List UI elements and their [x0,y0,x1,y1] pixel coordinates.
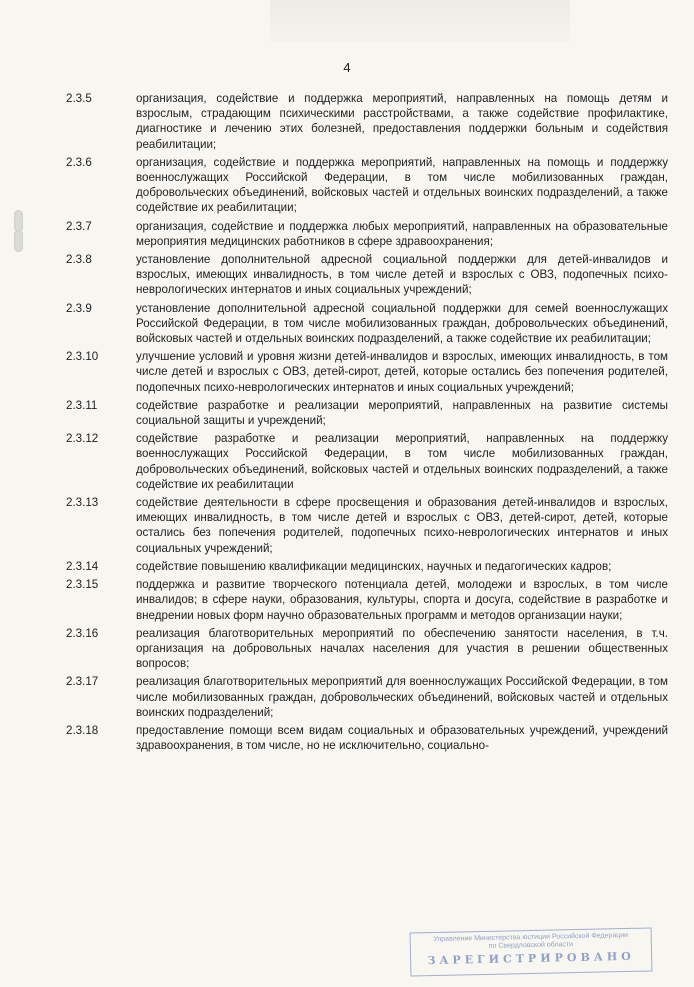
clause-text: содействие деятельности в сфере просвещения и образования детей-инвалидов и взрослых, имеющих инвалидность, в том числе детей и взрослых с ОВЗ, детей-сирот, детей, которые остались без попечения родителей, подопечных психо-неврологических интернатов и иных социальных учреждений; [136,496,668,555]
clause-item [62,155,672,216]
clause-number: 2.3.17 [66,675,99,689]
clause-item [62,431,672,492]
clause-text: поддержка и развитие творческого потенциала детей, молодежи и взрослых, в том числе инвалидов; в сфере науки, образования, культуры, спорта и досуга, содействие в разработке и внедрении новых форм научно образовательных программ и методов организации науки; [136,578,668,622]
clause-number: 2.3.12 [66,432,99,446]
clause-item [62,495,672,556]
clause-number: 2.3.10 [66,350,99,364]
clause-number: 2.3.18 [66,723,99,737]
clause-item [62,252,672,298]
clause-text: установление дополнительной адресной социальной поддержки для детей-инвалидов и взрослых, имеющих инвалидность, в том числе детей и взрослых с ОВЗ, подопечных психо-неврологических интернатов и иных социальных учреждений; [136,253,668,297]
clause-number: 2.3.11 [66,398,98,412]
clause-number: 2.3.15 [66,578,99,592]
stamp-region: по Свердловской области [488,941,574,950]
clause-item [62,91,672,152]
clause-item [62,349,672,395]
clause-text: организация, содействие и поддержка мероприятий, направленных на помощь детям и взрослым, страдающим психическими расстройствами, а также содействие профилактике, диагностике и лечению этих болезней, предоставления поддержки больным и содействия реабилитации; [136,92,668,151]
clause-item [62,674,672,720]
clause-item [62,559,672,574]
clause-text: организация, содействие и поддержка любых мероприятий, направленных на образовательные мероприятия медицинских работников в сфере здравоохранения; [136,219,668,248]
clause-number: 2.3.6 [66,155,92,169]
page-number: 4 [343,60,351,75]
clause-number: 2.3.14 [66,559,99,573]
clause-item [62,577,672,623]
registration-stamp [410,927,653,976]
clause-number: 2.3.8 [66,253,92,267]
clause-number: 2.3.7 [66,219,92,233]
clause-text: улучшение условий и уровня жизни детей-инвалидов и взрослых, имеющих инвалидность, в том числе детей и взрослых с ОВЗ, детей-сирот, детей, которые остались без попечения родителей, подопечных психо-неврологических интернатов и иных социальных учреждений; [136,350,668,394]
clause-item [62,723,672,753]
clause-number: 2.3.9 [66,301,92,315]
stamp-authority: Управление Министерства юстиции Российской Федерации [433,931,629,944]
clause-item [62,626,672,672]
clause-text: реализация благотворительных мероприятий для военнослужащих Российской Федерации, в том числе мобилизованных граждан, добровольческих объединений, войсковых частей и отдельных воинских подразделений; [136,675,668,719]
clause-text: содействие разработке и реализации мероприятий, направленных на развитие системы социальной защиты и учреждений; [136,398,668,428]
stamp-registered: ЗАРЕГИСТРИРОВАНО [427,949,635,968]
clause-text: установление дополнительной адресной социальной поддержки для семей военнослужащих Российской Федерации, в том числе мобилизованных граждан, добровольческих объединений, войсковых частей и отдельных воинских подразделений, а также содействие их реабилитации; [136,301,668,346]
clause-list [62,91,672,756]
clause-text: реализация благотворительных мероприятий по обеспечению занятости населения, в т.ч. организация на добровольных началах населения для участия в решении общественных вопросов; [136,626,668,671]
clause-text: предоставление помощи всем видам социальных и образовательных учреждений, учреждений здравоохранения, в том числе, но не исключительно, социально- [136,723,668,753]
punch-hole [14,210,23,232]
clause-item [62,219,672,249]
clause-number: 2.3.5 [66,92,92,105]
clause-number: 2.3.13 [66,496,99,510]
clause-item [62,398,672,428]
clause-number: 2.3.16 [66,626,99,640]
punch-hole [14,230,23,252]
clause-text: содействие разработке и реализации мероприятий, направленных на поддержку военнослужащих Российской Федерации, в том числе мобилизованных граждан, добровольческих объединений, войсковых частей и отдельных воинских подразделений, а также содействие их реабилитации [136,432,668,491]
bleed-through-shadow [270,0,570,42]
clause-item [62,301,672,347]
clause-text: организация, содействие и поддержка мероприятий, направленных на помощь и поддержку военнослужащих Российской Федерации, в том числе мобилизованных граждан, добровольческих объединений, войсковых частей и отдельных воинских подразделений, а также содействие их реабилитации; [136,155,668,215]
clause-text: содействие повышению квалификации медицинских, научных и педагогических кадров; [136,559,612,573]
